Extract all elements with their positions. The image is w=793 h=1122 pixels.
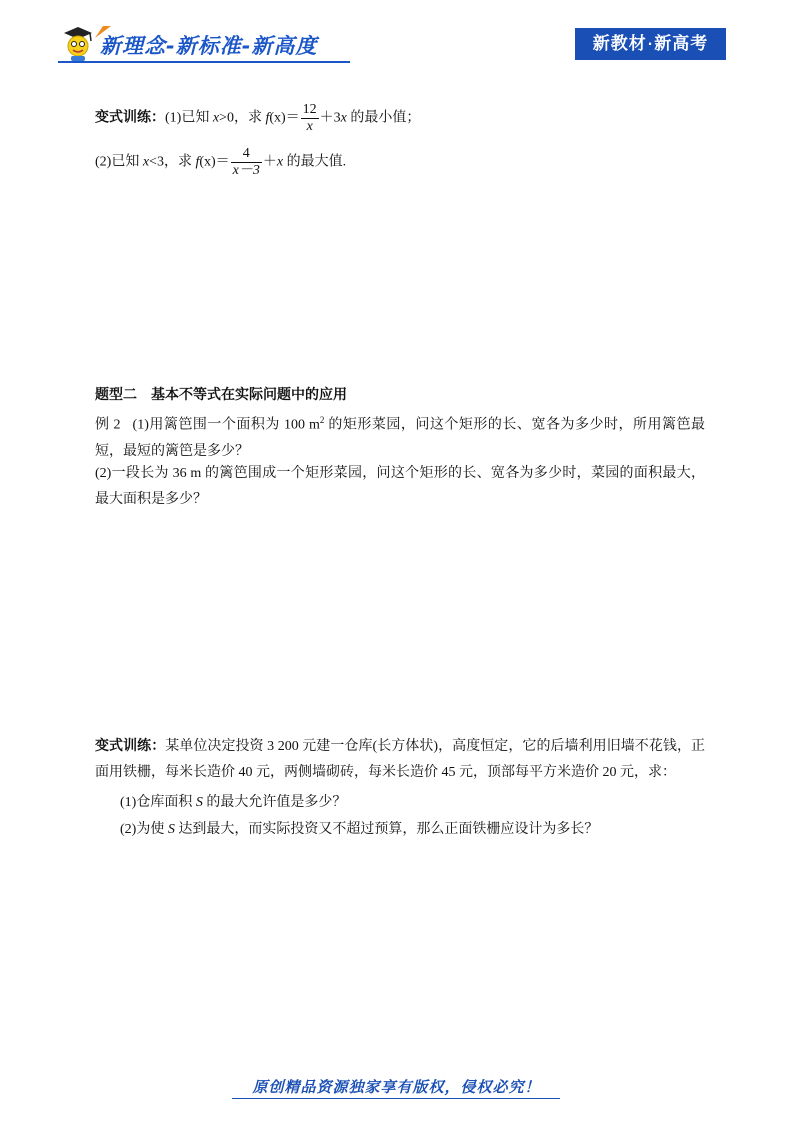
badge-left-text: 新教材	[592, 34, 647, 54]
math-arg: (x)	[269, 110, 286, 126]
fraction-numerator: 4	[242, 146, 250, 161]
header-badge	[575, 28, 726, 60]
fraction	[231, 146, 262, 179]
example2-question1	[95, 407, 705, 465]
header-slogan: 新理念-新标准-新高度	[100, 34, 318, 58]
math-var: x	[276, 154, 284, 170]
text-segment: (2)为使	[120, 822, 168, 837]
text-segment: (2)已知	[95, 154, 143, 170]
math-var: S	[195, 795, 203, 810]
exercise2-question1	[120, 791, 346, 811]
example2-question2: (2)一段长为 36 m 的篱笆围成一个矩形菜园，问这个矩形的长、宽各为多少时，菜园的面积最大，最大面积是多少？	[95, 466, 705, 507]
footer-copyright: 原创精品资源独家享有版权，侵权必究！	[252, 1078, 541, 1096]
fraction-denominator: x－3	[232, 163, 260, 178]
math-var: x	[212, 110, 220, 126]
header-rule	[58, 61, 350, 63]
text-segment: 某单位决定投资 3 200 元建一仓库(长方体状)，高度恒定，它的后墙利用旧墙不花钱，正面用铁栅，每米长造价 40 元，两侧墙砌砖，每米长造价 45 元，顶部每平方米造价 20 元，求：	[95, 739, 705, 780]
mascot-logo-icon	[60, 24, 96, 62]
example-label: 例 2	[95, 417, 121, 433]
math-var: x	[142, 154, 150, 170]
text-segment: 的最大值.	[283, 154, 347, 170]
exercise1-part1	[95, 102, 420, 135]
math-var: S	[167, 822, 175, 837]
math-eq: ＝	[215, 154, 230, 170]
math-func: f	[265, 110, 270, 126]
fraction	[301, 102, 319, 135]
badge-dot: ·	[647, 37, 654, 51]
math-func: f	[195, 154, 200, 170]
text-segment: (1)仓库面积	[120, 795, 196, 810]
exercise2-label: 变式训练：	[95, 738, 166, 754]
text-segment: (1)用篱笆围一个面积为 100 m	[132, 417, 320, 433]
exercise2-question2	[120, 818, 598, 838]
math-term: ＋	[262, 154, 277, 170]
fraction-numerator: 12	[302, 102, 317, 117]
badge-right-text: 新高考	[654, 34, 709, 54]
text-segment: 的最小值；	[346, 110, 421, 126]
math-arg: (x)	[199, 154, 216, 170]
text-segment: >0，求	[219, 110, 266, 126]
text-segment: 达到最大，而实际投资又不超过预算，那么正面铁栅应设计为多长？	[174, 822, 599, 837]
exercise1-label: 变式训练：	[95, 109, 165, 126]
fraction-denominator: x	[301, 118, 319, 135]
exercise2-statement	[95, 733, 705, 786]
text-segment: <3，求	[149, 154, 196, 170]
exercise1-part2	[95, 146, 346, 179]
footer-rule	[232, 1098, 560, 1099]
section2-title: 题型二 基本不等式在实际问题中的应用	[95, 387, 347, 403]
math-eq: ＝	[285, 110, 300, 126]
text-segment: 的矩形菜园，问这个矩形的长、宽各为多少时，所用篱笆最短，最短的篱笆是多少？	[95, 417, 706, 459]
math-term: ＋3	[319, 110, 341, 126]
text-segment: (1)已知	[165, 110, 213, 126]
text-segment: 的最大允许值是多少？	[202, 795, 347, 810]
superscript: 2	[319, 415, 325, 425]
math-var: x	[340, 110, 347, 126]
